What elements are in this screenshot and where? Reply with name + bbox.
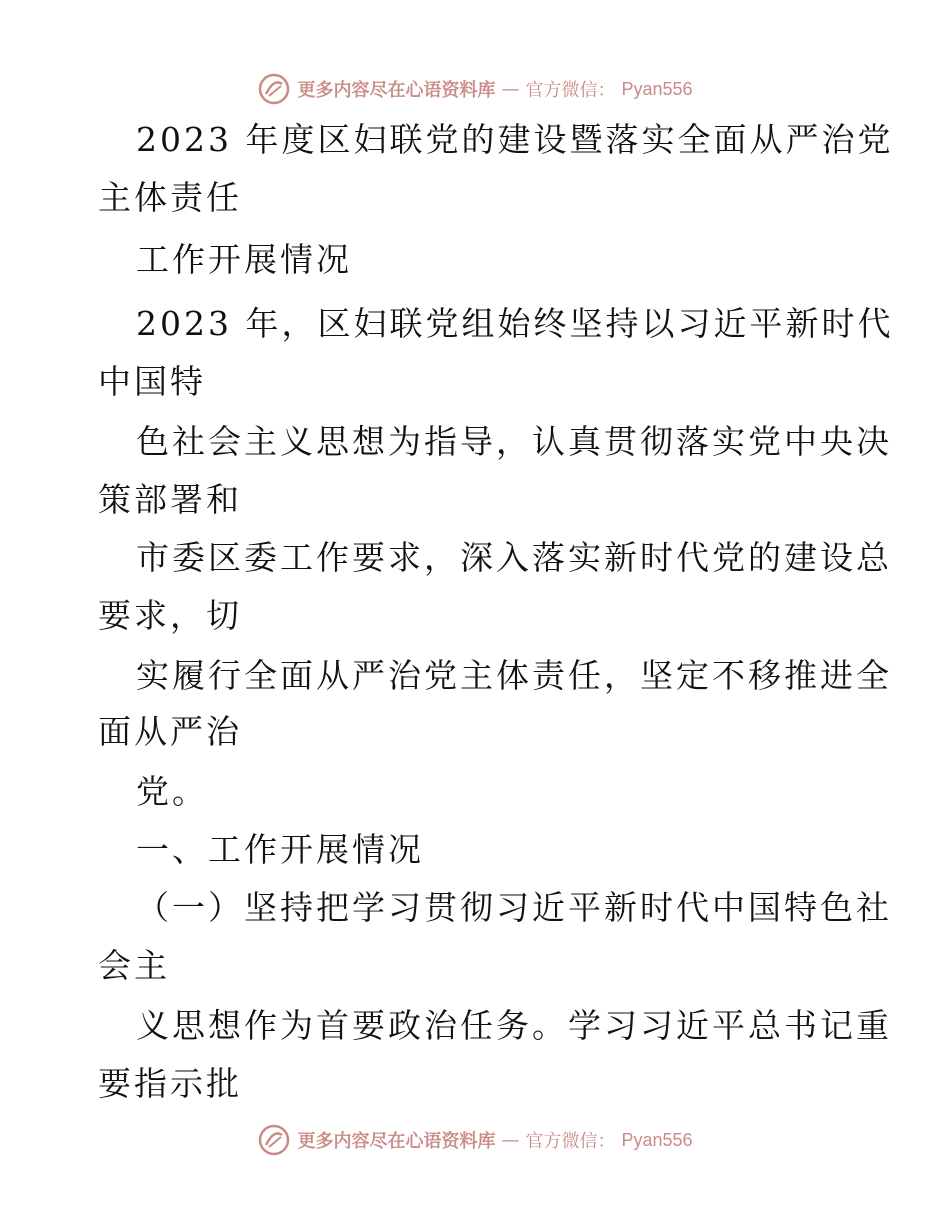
doc-paragraph-line: 实履行全面从严治党主体责任，坚定不移推进全 — [136, 656, 892, 695]
doc-paragraph-line: 义思想作为首要政治任务。学习习近平总书记重 — [136, 1006, 892, 1045]
doc-title-line-1: 2023 年度区妇联党的建设暨落实全面从严治党 — [136, 120, 894, 159]
doc-subsection-heading-line: （一）坚持把学习贯彻习近平新时代中国特色社 — [136, 888, 892, 927]
watermark-contact-id: Pyan556 — [621, 78, 693, 99]
doc-paragraph-line: 市委区委工作要求，深入落实新时代党的建设总 — [136, 538, 892, 577]
watermark-site-text: 更多内容尽在心语资料库 — [297, 1131, 496, 1152]
doc-paragraph-line: 2023 年，区妇联党组始终坚持以习近平新时代 — [136, 304, 894, 343]
seal-logo-icon — [257, 1123, 291, 1157]
watermark-dash: — — [501, 1129, 520, 1151]
watermark-contact-id: Pyan556 — [621, 1129, 693, 1150]
watermark-footer — [0, 1123, 950, 1157]
watermark-contact-label: 官方微信： — [525, 80, 616, 101]
watermark-contact-label: 官方微信： — [525, 1131, 616, 1152]
doc-subtitle: 工作开展情况 — [136, 240, 352, 279]
watermark-header — [0, 72, 950, 106]
doc-paragraph-line: 要求，切 — [98, 596, 242, 635]
doc-title-line-2: 主体责任 — [98, 178, 242, 217]
doc-paragraph-line: 策部署和 — [98, 480, 242, 519]
doc-paragraph-line: 面从严治 — [98, 712, 242, 751]
watermark-dash: — — [501, 78, 520, 100]
doc-paragraph-line: 中国特 — [98, 362, 206, 401]
doc-section-heading: 一、工作开展情况 — [136, 830, 424, 869]
doc-paragraph-line: 要指示批 — [98, 1064, 242, 1103]
doc-paragraph-line: 党。 — [136, 772, 208, 811]
doc-subsection-heading-line: 会主 — [98, 946, 170, 985]
doc-paragraph-line: 色社会主义思想为指导，认真贯彻落实党中央决 — [136, 422, 892, 461]
watermark-site-text: 更多内容尽在心语资料库 — [297, 80, 496, 101]
seal-logo-icon — [257, 72, 291, 106]
